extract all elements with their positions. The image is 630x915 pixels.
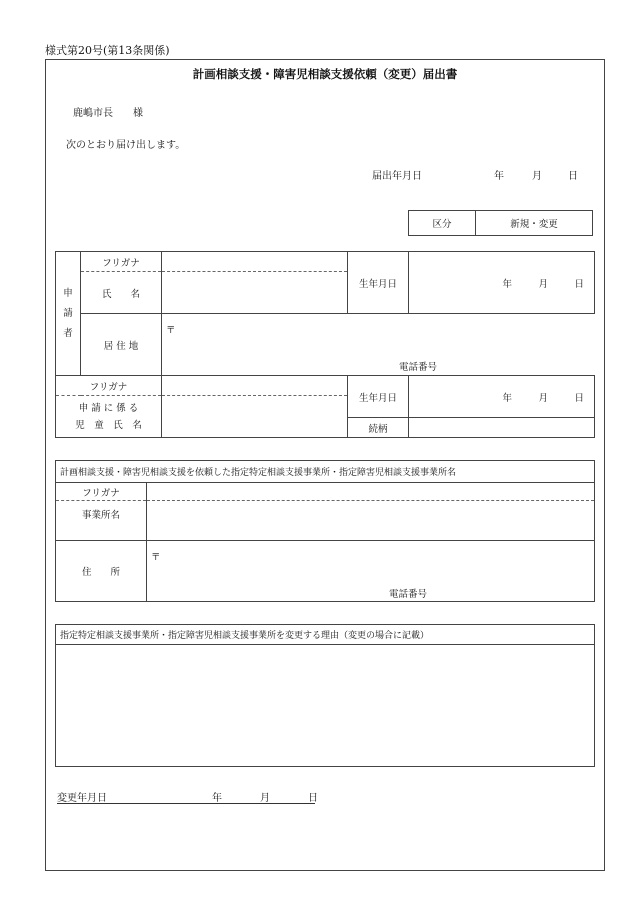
office-header: 計画相談支援・障害児相談支援を依頼した指定特定相談支援事業所・指定障害児相談支援事業所名 <box>56 461 595 483</box>
child-birthdate-field[interactable]: 年 月 日 <box>409 376 595 418</box>
submit-date-label: 届出年月日 <box>372 171 422 182</box>
office-furigana-field[interactable] <box>147 483 595 501</box>
office-address-field[interactable]: 〒 電話番号 <box>147 541 595 602</box>
child-furigana-field[interactable] <box>162 376 348 396</box>
office-address-label: 住 所 <box>56 541 147 602</box>
change-date-month: 月 <box>260 793 270 804</box>
submit-date-month[interactable]: 月 <box>532 171 542 182</box>
category-label: 区分 <box>409 211 476 236</box>
child-name-label: 申 請 に 係 る 児 童 氏 名 <box>56 396 162 438</box>
office-table <box>55 460 595 602</box>
submit-date-year[interactable]: 年 <box>494 171 504 182</box>
child-relation-label: 続柄 <box>348 418 409 438</box>
addressee: 鹿嶋市長 様 <box>73 108 143 119</box>
child-relation-field[interactable] <box>409 418 595 438</box>
child-name-field[interactable] <box>162 396 348 438</box>
applicant-table <box>55 251 595 438</box>
child-furigana-label: フリガナ <box>56 376 162 396</box>
submit-date-day[interactable]: 日 <box>568 171 578 182</box>
applicant-address-field[interactable]: 〒 電話番号 <box>162 314 595 376</box>
reason-table <box>55 624 595 767</box>
applicant-phone-label: 電話番号 <box>399 362 438 373</box>
applicant-birthdate-label: 生年月日 <box>348 252 409 314</box>
applicant-name-label: 氏 名 <box>81 272 162 314</box>
intro-text: 次のとおり届け出します。 <box>66 140 186 151</box>
child-birthdate-label: 生年月日 <box>348 376 409 418</box>
office-name-field[interactable] <box>147 501 595 541</box>
applicant-furigana-field[interactable] <box>162 252 348 272</box>
reason-header: 指定特定相談支援事業所・指定障害児相談支援事業所を変更する理由（変更の場合に記載） <box>56 625 595 645</box>
form-title: 計画相談支援・障害児相談支援依頼（変更）届出書 <box>192 67 458 81</box>
office-name-label: 事業所名 <box>56 501 147 541</box>
applicant-furigana-label: フリガナ <box>81 252 162 272</box>
change-date-day: 日 <box>308 793 318 804</box>
applicant-birthdate-field[interactable]: 年 月 日 <box>409 252 595 314</box>
form-number: 様式第20号(第13条関係) <box>45 44 170 57</box>
category-value[interactable]: 新規・変更 <box>476 211 593 236</box>
category-table <box>408 210 593 236</box>
office-phone-label: 電話番号 <box>389 589 428 600</box>
applicant-address-label: 居 住 地 <box>81 314 162 376</box>
applicant-name-field[interactable] <box>162 272 348 314</box>
change-date-year: 年 <box>212 793 222 804</box>
reason-field[interactable] <box>56 645 595 767</box>
office-furigana-label: フリガナ <box>56 483 147 501</box>
change-date-label: 変更年月日 <box>57 793 107 804</box>
applicant-side-label: 申請者 <box>56 252 81 376</box>
